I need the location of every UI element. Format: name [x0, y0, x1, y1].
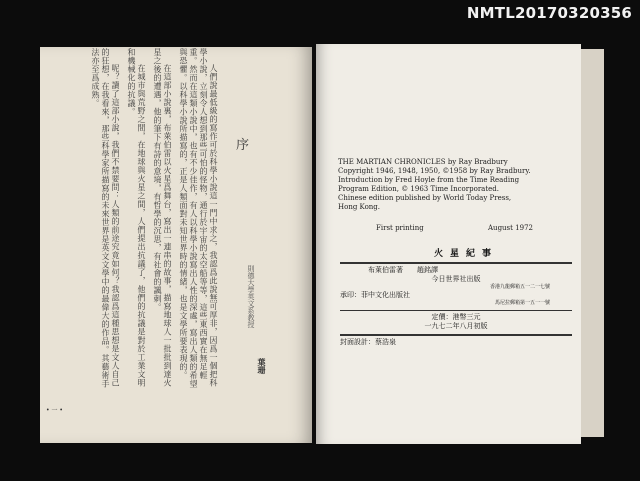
preface-paragraph: 在這部小說裏，布萊伯雷以火星爲舞台，寫出一連串的故事，描寫地球人一批批到達火星之後的遭遇，他的筆下有詩的意境，有哲學的沉思，有社會的諷刺。: [153, 48, 172, 387]
book-title: 火星紀事: [433, 249, 498, 259]
publisher-address: 香港九龍郵箱五一二一七號: [489, 284, 550, 290]
preface-paragraph: 在城市與荒野之間，在地球與火星之間，人們提出抗議了，他們的抗議是對於工業文明和機械化的抗議。: [127, 48, 146, 387]
divider: [340, 262, 572, 264]
copyright-line: Program Edition, © 1963 Time Incorporated.: [338, 185, 499, 193]
printer: 承印：菲中文化出版社: [340, 291, 410, 299]
translator-line: 趙銘譯: [417, 266, 438, 274]
preface-heading: 序: [236, 138, 250, 153]
colophon: [340, 246, 572, 347]
printer-address: 馬尼拉郵箱第一五一一號: [494, 300, 550, 306]
preface-paragraph: 呢？讀了這部小說，我們不禁要問：人類的前途究竟如何？我認爲這種思想是文人自己的狂想，在我看來，那些科學家所描寫的未來世界是英文文學中的最偉大的作品。其藝術手法亦至爲成熟。: [91, 48, 120, 388]
copyright-block: [338, 158, 568, 212]
copyright-line: Copyright 1946, 1948, 1950, ©1958 by Ray Bradbury.: [338, 167, 531, 175]
page-number: • 一 •: [46, 407, 63, 414]
copyright-line: Chinese edition published by World Today Press,: [338, 194, 512, 202]
publisher: 今日世界社出版: [431, 275, 481, 283]
preface-body: [28, 48, 218, 393]
divider: [340, 310, 572, 311]
divider: [340, 334, 572, 336]
edition: 一九七二年八月初版: [424, 322, 488, 330]
cover-design: 封面設計：蔡浩泉: [340, 338, 396, 346]
printing-date: August 1972: [488, 224, 533, 232]
right-page: [316, 44, 581, 444]
copyright-line: Introduction by Fred Hoyle from the Time Reading: [338, 176, 520, 184]
author-line: 布萊伯雷著: [368, 266, 403, 274]
archive-watermark: NMTL20170320356: [466, 4, 632, 22]
price: 定價：港幣三元: [431, 313, 481, 321]
preface-paragraph: 人們說最低級的寫作可於科學小說這一門中求之，我認爲此說無可厚非，因爲一個把科學小說，立刻令人想到那些可怕的怪物，通行於宇宙的太空船等等，這些東西實在無足輕重。然而在這類小說中，也有不少佳作，有人以科學小說寫出人性的深處，寫出人類的希望與恐懼。以科學小說所描寫的，正是人類面對未知世界時的情緒，也是文學所要表現的。: [179, 48, 218, 388]
author-translator-row: [340, 266, 572, 275]
author-name: 葉珊: [257, 358, 267, 374]
copyright-line: THE MARTIAN CHRONICLES by Ray Bradbury: [338, 158, 508, 166]
printing-label: First printing: [376, 224, 424, 232]
author-affiliation: 則德大學英文系教授: [247, 265, 255, 328]
copyright-line: Hong Kong.: [338, 203, 381, 211]
